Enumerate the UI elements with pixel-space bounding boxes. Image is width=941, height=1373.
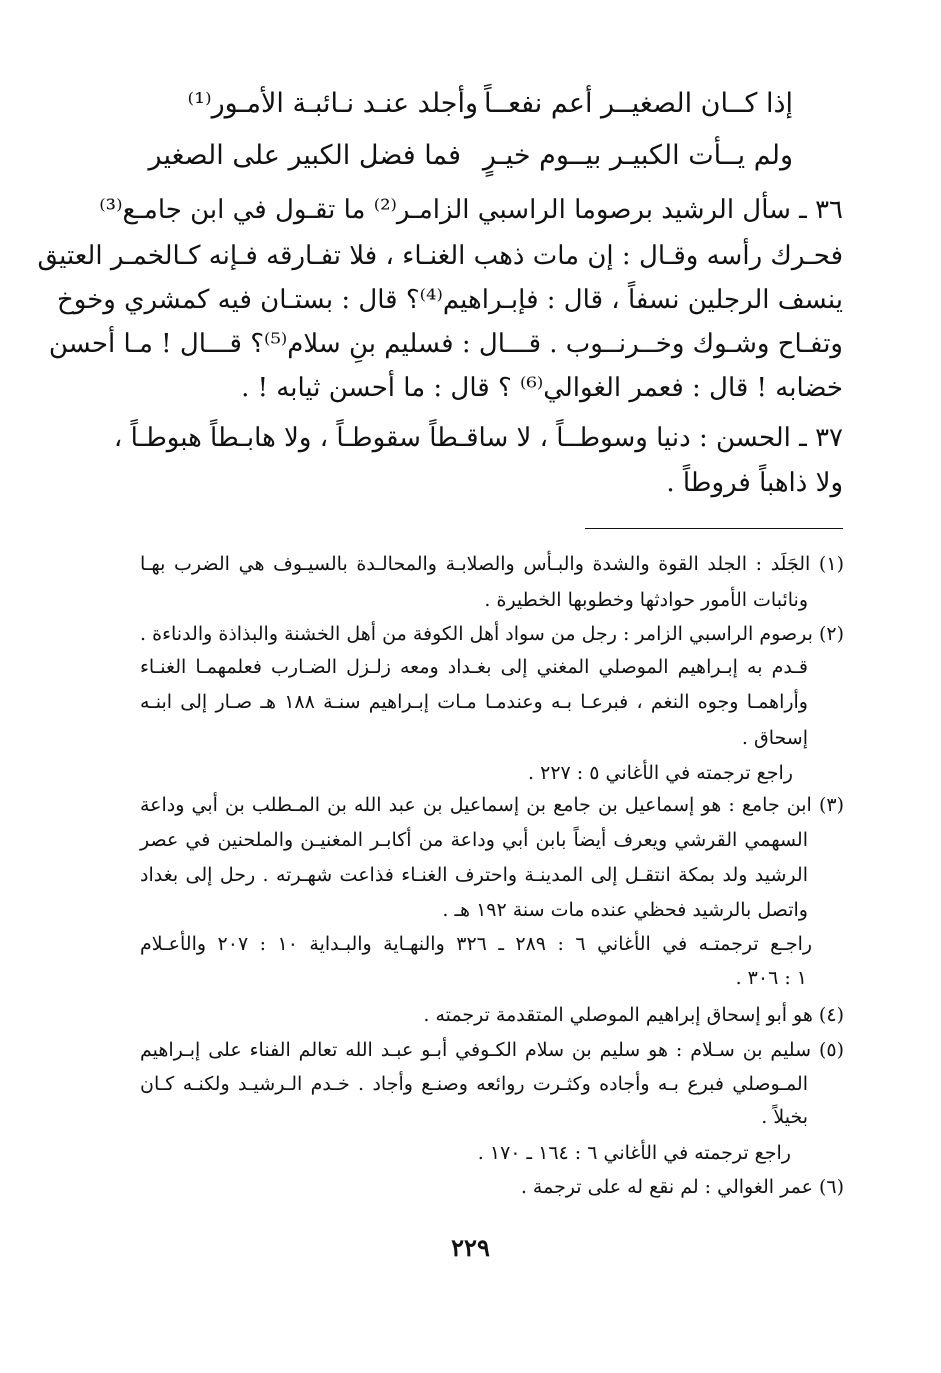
footnote-3-source: ١ : ٣٠٦ .: [735, 967, 807, 989]
paragraph-36-line: ٣٦ ـ سأل الرشيد برصوما الراسبي الزامـر⁽²⁾ ما تقـول في ابن جامـع⁽³⁾: [99, 195, 843, 225]
paragraph-37-line: ولا ذاهباً فروطاً .: [666, 468, 843, 498]
footnote-6: (٦) عمر الغوالي : لم نقع له على ترجمة .: [520, 1176, 844, 1198]
footnote-2-line: (٢) برصوم الراسبي الزامر : رجل من سواد أهل الكوفة من أهل الخشنة والبذاذة والدناءة .: [140, 623, 844, 645]
paragraph-37-line: ٣٧ ـ الحسن : دنيا وسوطــاً ، لا ساقـطاً سقوطـاً ، ولا هابـطاً هبوطـاً ،: [113, 423, 843, 453]
poem-line1-first-hemistich: إذا كــان الصغيــر أعم نفعــاً: [484, 88, 793, 119]
footnote-5-line: بخيلاً .: [761, 1106, 808, 1128]
footnote-separator: [585, 528, 843, 529]
footnote-3-line: الرشيد ولد بمكة انتقـل إلى المدينـة واحترف الغنـاء فذاعت شهـرته . رحل إلى بغداد: [140, 864, 808, 886]
footnote-5-line: (٥) سليم بن سـلام : هو سليم بن سلام الكـوفي أبـو عبـد الله تعالم الفناء على إبـراهيم: [140, 1039, 844, 1061]
paragraph-36-line: فحـرك رأسه وقـال : إن مات ذهب الغنـاء ، فلا تفـارقه فـإنه كـالخمـر العتيق: [37, 241, 843, 271]
footnote-1-line: ونائبات الأمور حوادثها وخطوبها الخطيرة .: [484, 589, 808, 611]
footnote-1-line: (١) الجَلَد : الجلد القوة والشدة والبـأس والصلابـة والمحالـدة بالسيـوف هي الضرب بهـا: [140, 553, 844, 575]
poem-line1-second-hemistich: وأجلد عنـد نـائبـة الأمـور⁽¹⁾: [187, 88, 478, 119]
footnote-5-line: المـوصلي فبرع بـه وأجاده وكثـرت روائعه وصنـع وأجاد . خـدم الـرشيـد ولكنـه كـان: [140, 1073, 808, 1095]
footnote-4: (٤) هو أبو إسحاق إبراهيم الموصلي المتقدمة ترجمته .: [423, 1004, 844, 1026]
paragraph-36-line: ينسف الرجلين نسفاً ، قال : فإبـراهيم⁽⁴⁾؟ قال : بستـان فيه كمشري وخوخ: [57, 285, 843, 315]
footnote-2-line: إسحاق .: [741, 727, 808, 749]
footnote-5-source: راجع ترجمته في الأغاني ٦ : ١٦٤ ـ ١٧٠ .: [477, 1142, 791, 1164]
footnote-3-line: السهمي القرشي ويعرف أيضاً بابن أبي وداعة من أكابـر المغنيـن والملحنين في عصر: [140, 829, 808, 851]
poem-line2-second-hemistich: فما فضل الكبير على الصغير: [148, 140, 461, 171]
footnote-3-line: (٣) ابن جامع : هو إسماعيل بن جامع بن إسماعيل بن عبد الله بن المـطلب بن أبي وداعة: [140, 794, 844, 816]
paragraph-36-line: وتفـاح وشـوك وخــرنــوب . قـــال : فسليم بنِ سلام⁽⁵⁾؟ قـــال ! مـا أحسن: [48, 329, 843, 359]
footnote-2-line: وأراهمـا وجوه النغم ، فبرعـا بـه وعندمـا مـات إبـراهيم سنـة ١٨٨ هـ صـار إلى ابنـه: [140, 691, 808, 713]
page-number: ٢٢٩: [451, 1233, 490, 1262]
footnote-2-line: قـدم به إبـراهيم الموصلي المغني إلى بغـداد ومعه زلـزل الضـارب فعلمهمـا الغنـاء: [140, 656, 808, 678]
paragraph-36-line: خضابه ! قال : فعمر الغوالي⁽⁶⁾ ؟ قال : ما أحسن ثيابه ! .: [241, 373, 843, 403]
footnote-3-line: واتصل بالرشيد فحظي عنده مات سنة ١٩٢ هـ .: [442, 899, 808, 921]
footnote-2-source: راجع ترجمته في الأغاني ٥ : ٢٢٧ .: [528, 762, 793, 784]
footnote-3-source: راجـع ترجمتـه في الأغاني ٦ : ٢٨٩ ـ ٣٢٦ والنهـاية والبـداية ١٠ : ٢٠٧ والأعـلام: [140, 933, 813, 955]
poem-line2-first-hemistich: ولم يــأت الكبيـر بيــوم خيـرٍ: [482, 140, 793, 171]
